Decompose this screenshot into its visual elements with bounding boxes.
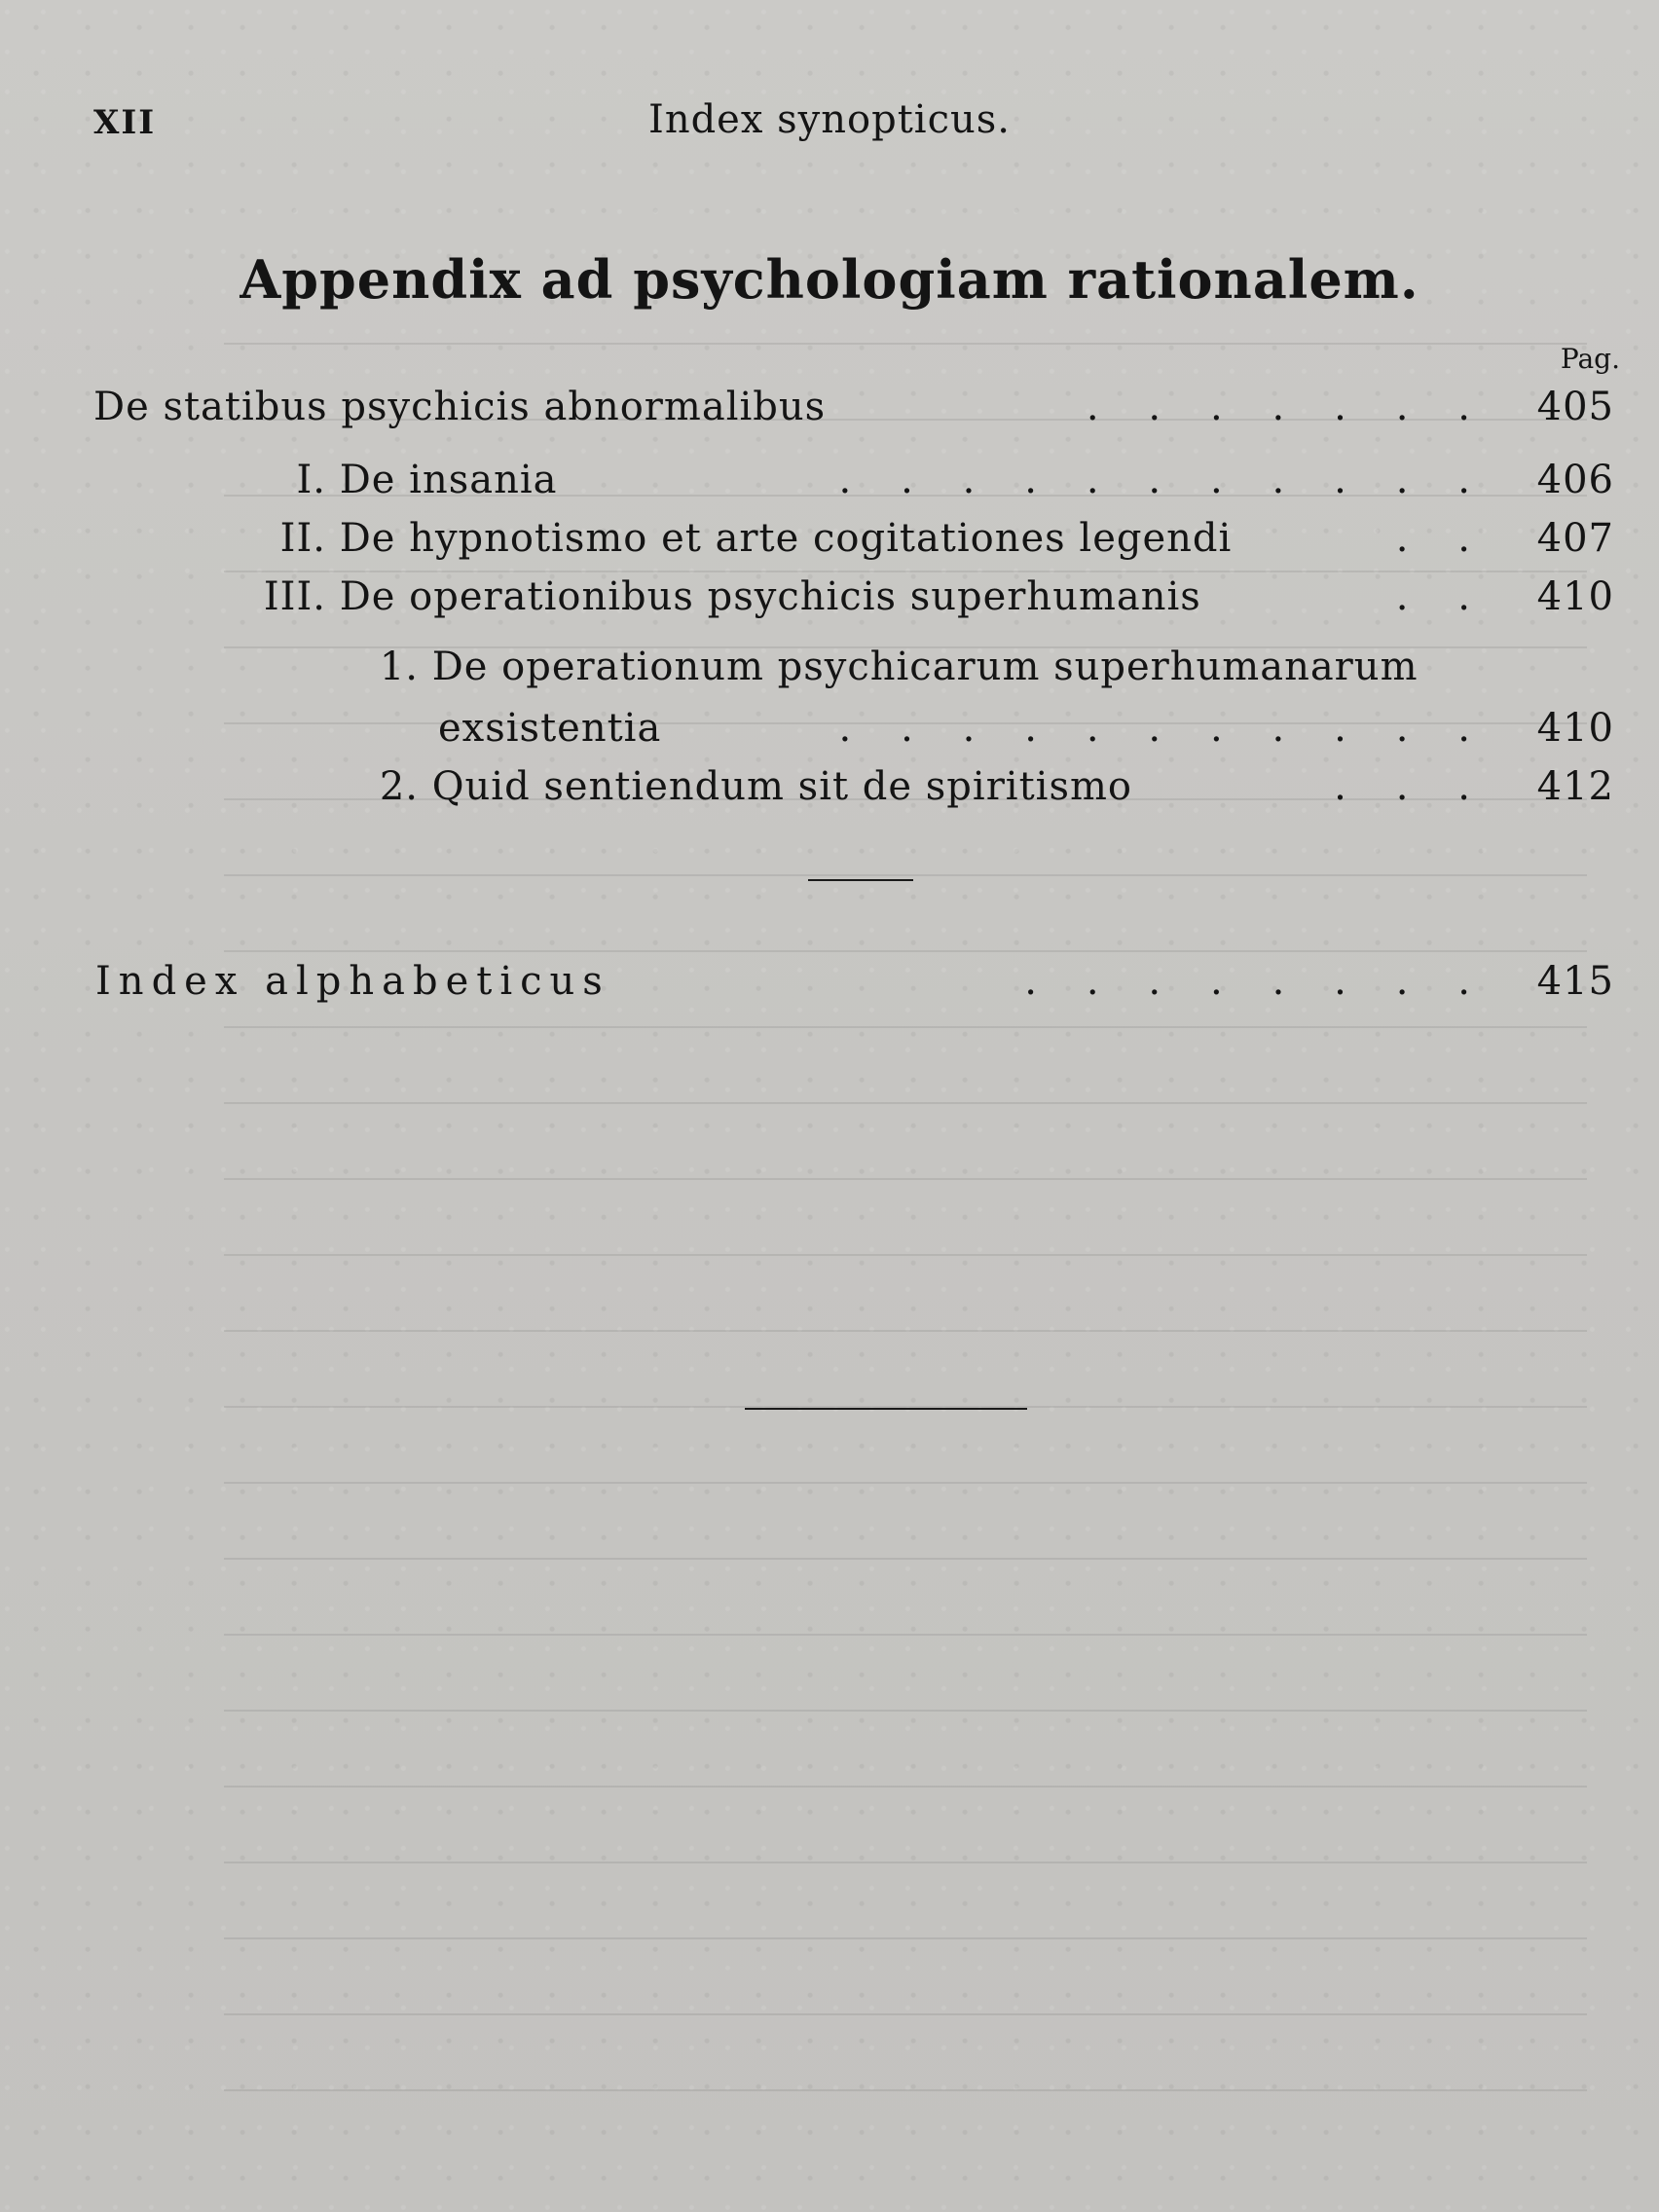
toc-entry (0, 574, 1636, 633)
toc-entry-page: 405 (1536, 385, 1614, 429)
toc-entry-number: I. (296, 458, 326, 502)
toc-entry-number: III. (263, 574, 326, 619)
toc-entry-continuation (0, 706, 1636, 764)
toc-entry-title: De operationum psychicarum superhumanarum (431, 645, 1419, 689)
section-title: Appendix ad psychologiam rationalem. (240, 248, 1419, 311)
short-divider-rule (808, 879, 913, 881)
toc-entry-page: 410 (1536, 706, 1614, 751)
leader-dots: . . . . . . . (1086, 385, 1470, 429)
toc-entry (0, 764, 1636, 823)
leader-dots: . . . . . . . . . . . (838, 706, 1470, 751)
toc-entry-number: 2. (379, 764, 419, 809)
leader-dots: . . . . . . . . (1024, 959, 1470, 1004)
leader-dots: . . (1395, 574, 1470, 619)
toc-entry-title: De insania (339, 458, 558, 502)
toc-entry (0, 385, 1636, 443)
toc-entry-title: De statibus psychicis abnormalibus (93, 385, 827, 429)
toc-entry-page: 406 (1536, 458, 1614, 502)
leader-dots: . . . (1334, 764, 1470, 809)
toc-entry-page: 412 (1536, 764, 1614, 809)
toc-entry (0, 645, 1636, 703)
running-title: Index synopticus. (648, 97, 1011, 142)
toc-entry (0, 458, 1636, 516)
toc-entry-number: II. (279, 516, 326, 561)
toc-entry-title: Index alphabeticus (95, 959, 610, 1004)
page-folio: XII (93, 103, 157, 142)
running-head (93, 97, 1566, 156)
toc-entry-page: 407 (1536, 516, 1614, 561)
toc-entry-page: 410 (1536, 574, 1614, 619)
toc-entry-number: 1. (379, 645, 419, 689)
toc-entry-title: Quid sentiendum sit de spiritismo (431, 764, 1133, 809)
toc-entry-index (0, 959, 1636, 1017)
leader-dots: . . (1395, 516, 1470, 561)
page-column-label: Pag. (1560, 343, 1620, 375)
toc-entry-title-cont: exsistentia (438, 706, 662, 751)
toc-entry-page: 415 (1536, 959, 1614, 1004)
leader-dots: . . . . . . . . . . . (838, 458, 1470, 502)
toc-entry-title: De hypnotismo et arte cogitationes legendi (339, 516, 1233, 561)
toc-entry (0, 516, 1636, 574)
end-divider-rule (745, 1408, 1027, 1410)
toc-entry-title: De operationibus psychicis superhumanis (339, 574, 1201, 619)
